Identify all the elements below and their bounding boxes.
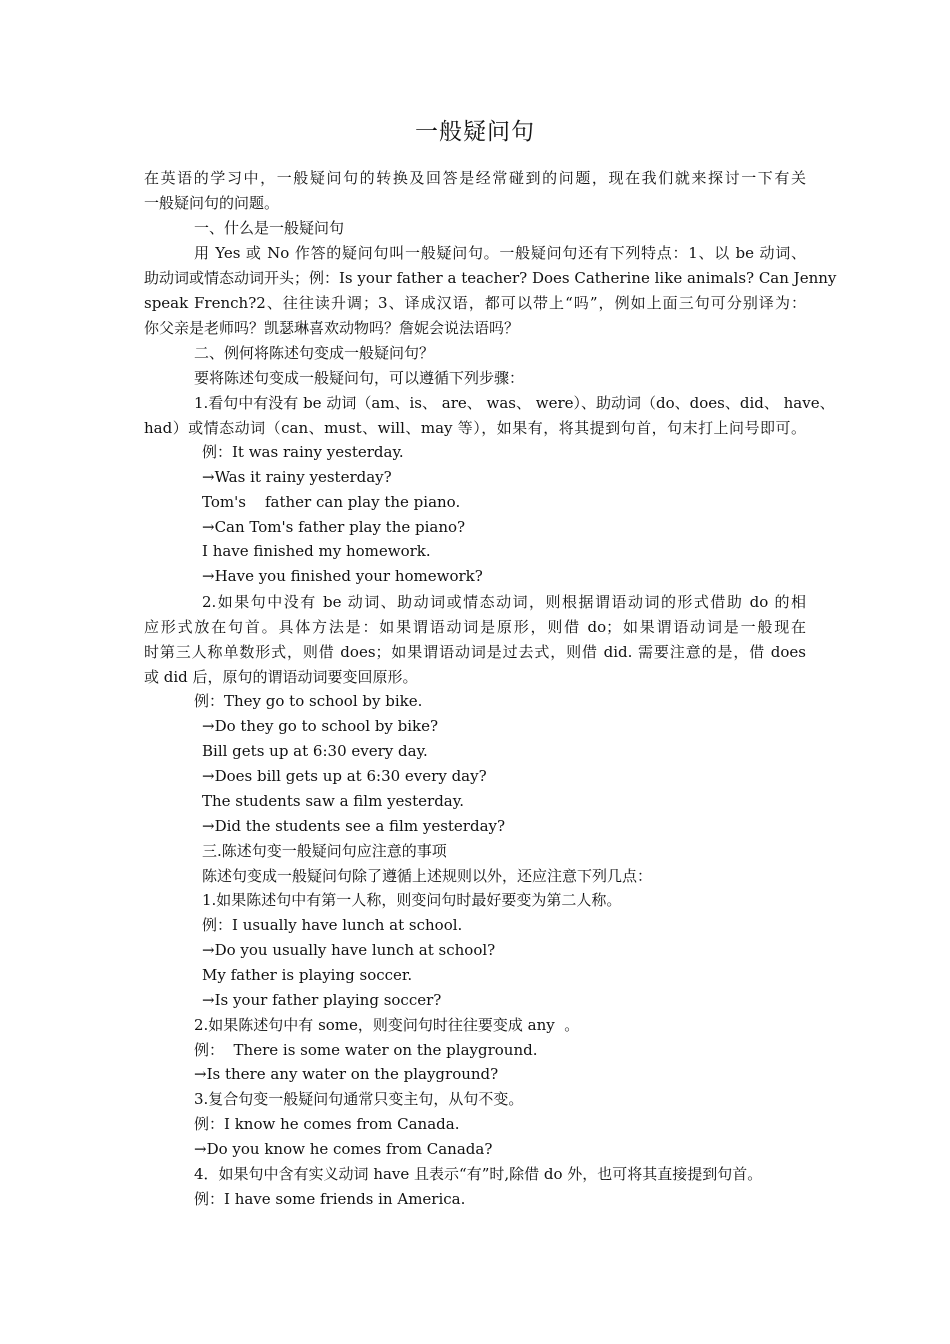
example-line: →Is there any water on the playground? (194, 1065, 499, 1083)
example-line: →Do they go to school by bike? (202, 717, 439, 735)
text-line: 助动词或情态动词开头；例：Is your father a teacher? Does Catherine like animals? Can Jenny (144, 269, 837, 287)
example-line: Tom's father can play the piano. (202, 493, 461, 511)
example-line: →Is your father playing soccer? (202, 991, 442, 1009)
example-line: Bill gets up at 6:30 every day. (202, 742, 428, 760)
example-line: I have finished my homework. (202, 542, 431, 560)
example-line: →Was it rainy yesterday? (202, 468, 392, 486)
text-line: 应形式放在句首。具体方法是：如果谓语动词是原形，则借 do；如果谓语动词是一般现在 (144, 618, 806, 636)
example-line: 例：I have some friends in America. (194, 1190, 466, 1208)
section-heading: 二、例何将陈述句变成一般疑问句？ (194, 344, 435, 362)
section-heading: 三.陈述句变一般疑问句应注意的事项 (202, 842, 447, 860)
text-line: 陈述句变成一般疑问句除了遵循上述规则以外，还应注意下列几点： (202, 867, 653, 885)
example-line: 例：I usually have lunch at school. (202, 916, 463, 934)
example-line: 例： There is some water on the playground. (194, 1041, 538, 1059)
example-line: My father is playing soccer. (202, 966, 413, 984)
example-line: →Do you usually have lunch at school? (202, 941, 496, 959)
example-line: →Have you finished your homework? (202, 567, 483, 585)
example-line: →Do you know he comes from Canada? (194, 1140, 493, 1158)
text-line: 1.看句中有没有 be 动词（am、is、 are、 was、 were）、助动词（do、does、did、 have、 (194, 394, 835, 412)
text-line: 用 Yes 或 No 作答的疑问句叫一般疑问句。一般疑问句还有下列特点：1、以 be 动词、 (194, 244, 806, 262)
text-line: 时第三人称单数形式，则借 does；如果谓语动词是过去式，则借 did. 需要注意的是，借 does (144, 643, 806, 661)
text-line: 2.如果陈述句中有 some，则变问句时往往要变成 any 。 (194, 1016, 580, 1034)
text-line: 或 did 后，原句的谓语动词要变回原形。 (144, 668, 418, 686)
text-line: had）或情态动词（can、must、will、may 等），如果有，将其提到句首，句末打上问号即可。 (144, 419, 806, 437)
text-line: 2.如果句中没有 be 动词、助动词或情态动词，则根据谓语动词的形式借助 do 的相 (202, 593, 806, 611)
page-title: 一般疑问句 (415, 119, 535, 145)
text-line: speak French?2、往往读升调；3、译成汉语，都可以带上“吗”，例如上面三句可分别译为： (144, 294, 806, 312)
example-line: 例：It was rainy yesterday. (202, 443, 404, 461)
example-line: →Did the students see a film yesterday? (202, 817, 506, 835)
text-line: 在英语的学习中，一般疑问句的转换及回答是经常碰到的问题，现在我们就来探讨一下有关 (144, 169, 806, 187)
text-line: 一般疑问句的问题。 (144, 194, 280, 212)
text-line: 1.如果陈述句中有第一人称，则变问句时最好要变为第二人称。 (202, 891, 622, 909)
example-line: 例：I know he comes from Canada. (194, 1115, 460, 1133)
example-line: 例：They go to school by bike. (194, 692, 423, 710)
text-line: 你父亲是老师吗？凯瑟琳喜欢动物吗？詹妮会说法语吗？ (144, 319, 520, 337)
text-line: 4．如果句中含有实义动词 have 且表示“有”时,除借 do 外，也可将其直接提到句首。 (194, 1165, 763, 1183)
example-line: →Can Tom's father play the piano? (202, 518, 466, 536)
example-line: →Does bill gets up at 6:30 every day? (202, 767, 487, 785)
example-line: The students saw a film yesterday. (202, 792, 465, 810)
text-line: 3.复合句变一般疑问句通常只变主句，从句不变。 (194, 1090, 524, 1108)
section-heading: 一、什么是一般疑问句 (194, 219, 345, 237)
text-line: 要将陈述句变成一般疑问句，可以遵循下列步骤： (194, 369, 525, 387)
